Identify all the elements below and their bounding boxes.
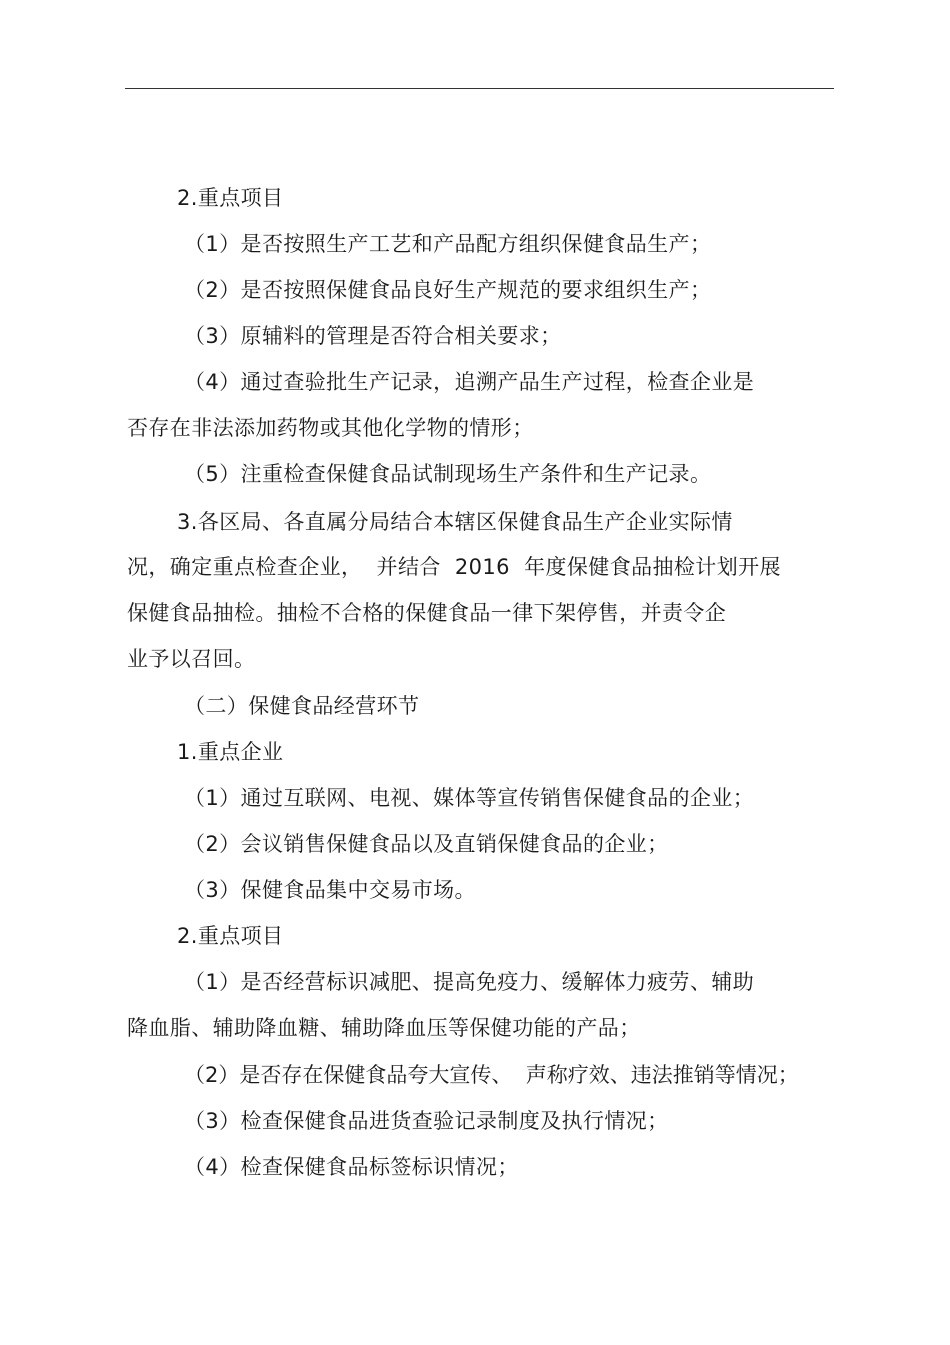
- list-item: （1）是否经营标识减肥、提高免疫力、缓解体力疲劳、辅助: [184, 970, 755, 994]
- list-item: （4）通过查验批生产记录，追溯产品生产过程，检查企业是: [184, 370, 755, 394]
- list-item: （4）检查保健食品标签标识情况；: [184, 1155, 519, 1179]
- list-item: （3）保健食品集中交易市场。: [184, 878, 476, 902]
- paragraph-continuation: 况，确定重点检查企业， 并结合 2016 年度保健食品抽检计划开展: [127, 555, 781, 579]
- list-item-continuation: 否存在非法添加药物或其他化学物的情形；: [127, 416, 534, 440]
- list-item: （5）注重检查保健食品试制现场生产条件和生产记录。: [184, 462, 712, 486]
- list-item: （2）是否按照保健食品良好生产规范的要求组织生产；: [184, 278, 712, 302]
- section-heading-business: （二）保健食品经营环节: [184, 694, 420, 718]
- paragraph: 3.各区局、各直属分局结合本辖区保健食品生产企业实际情: [177, 510, 733, 534]
- section-heading-key-items: 2.重点项目: [177, 924, 284, 948]
- paragraph-continuation: 保健食品抽检。抽检不合格的保健食品一律下架停售，并责令企: [127, 601, 727, 625]
- section-heading-key-enterprises: 1.重点企业: [177, 740, 284, 764]
- list-item: （2）是否存在保健食品夸大宣传、 声称疗效、违法推销等情况；: [184, 1063, 799, 1087]
- section-heading-key-items: 2.重点项目: [177, 186, 284, 210]
- header-rule: [125, 88, 834, 89]
- list-item: （3）检查保健食品进货查验记录制度及执行情况；: [184, 1109, 669, 1133]
- list-item: （3）原辅料的管理是否符合相关要求；: [184, 324, 562, 348]
- list-item: （2）会议销售保健食品以及直销保健食品的企业；: [184, 832, 669, 856]
- paragraph-continuation: 业予以召回。: [127, 647, 256, 671]
- list-item-continuation: 降血脂、辅助降血糖、辅助降血压等保健功能的产品；: [127, 1016, 641, 1040]
- list-item: （1）通过互联网、电视、媒体等宣传销售保健食品的企业；: [184, 786, 755, 810]
- list-item: （1）是否按照生产工艺和产品配方组织保健食品生产；: [184, 232, 712, 256]
